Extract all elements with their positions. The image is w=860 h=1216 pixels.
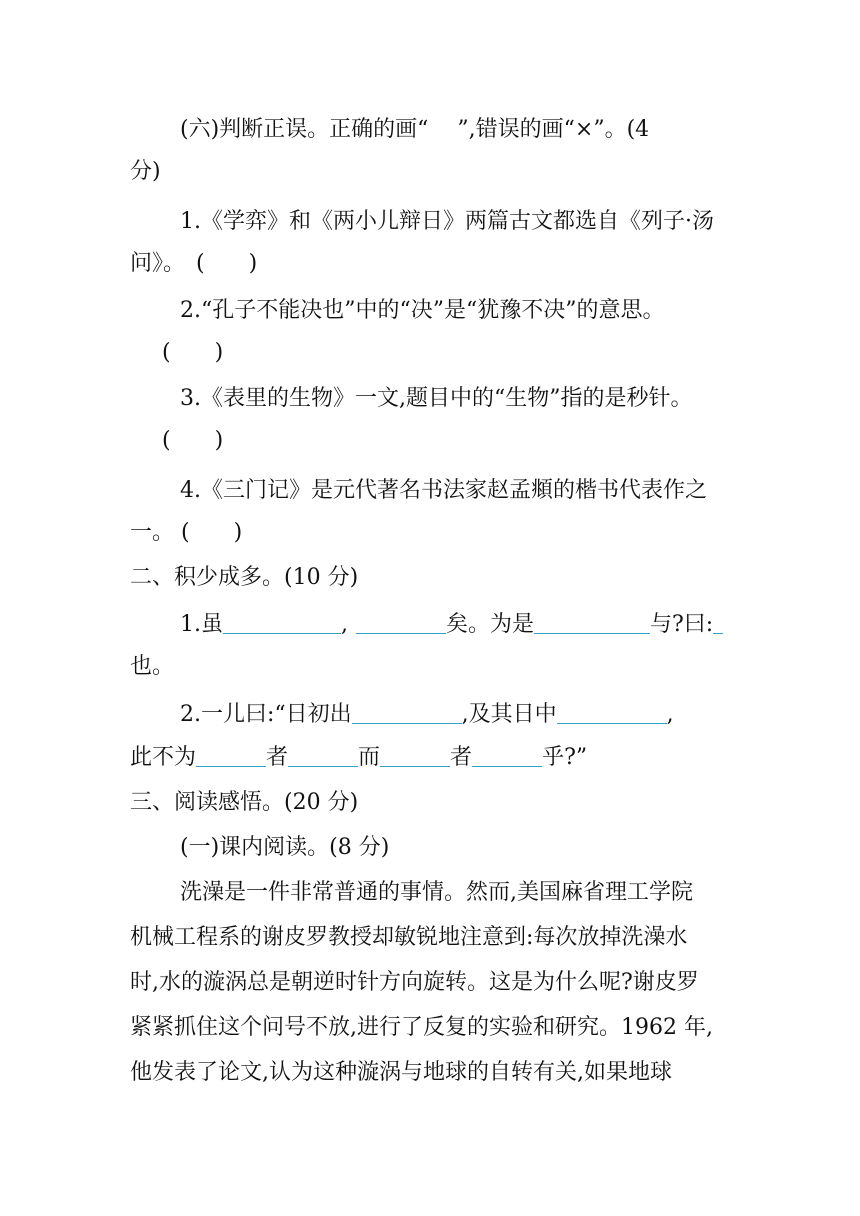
question-1-answer-paren[interactable]: 问》。 ( ) [130, 251, 258, 276]
fill-2-text-g: 者 [450, 745, 473, 770]
section-3-heading: 三、阅读感悟。(20 分) [130, 790, 359, 815]
question-3-answer-paren[interactable]: ( ) [162, 428, 224, 453]
section-2-heading: 二、积少成多。(10 分) [130, 565, 359, 590]
fill-2-text-h: 乎?” [542, 745, 588, 770]
question-1-text: 1.《学弈》和《两小儿辩日》两篇古文都选自《列子·汤 [180, 209, 714, 234]
fill-2-text-e: 者 [266, 745, 289, 770]
fill-blank[interactable] [713, 611, 723, 634]
question-3-text: 3.《表里的生物》一文,题目中的“生物”指的是秒针。 [180, 386, 693, 411]
passage-line: 洗澡是一件非常普通的事情。然而,美国麻省理工学院 [180, 880, 693, 905]
section-3-subheading: (一)课内阅读。(8 分) [180, 835, 390, 860]
passage-line: 时,水的漩涡总是朝逆时针方向旋转。这是为什么呢?谢皮罗 [130, 970, 699, 995]
fill-1-text-c: 矣。为是 [446, 612, 535, 637]
question-4-answer-paren[interactable]: 一。 ( ) [130, 520, 243, 545]
section-6-heading: (六)判断正误。正确的画“ ”,错误的画“×”。(4 [180, 117, 650, 142]
fill-2-text-b: ,及其日中 [461, 702, 557, 727]
fill-question-1 [180, 610, 723, 640]
fill-question-2-cont [130, 743, 587, 773]
passage-line: 紧紧抓住这个问号不放,进行了反复的实验和研究。1962 年, [130, 1015, 713, 1040]
fill-question-1-cont: 也。 [130, 654, 175, 679]
fill-blank[interactable] [288, 744, 358, 767]
fill-blank[interactable] [380, 744, 450, 767]
question-4-text: 4.《三门记》是元代著名书法家赵孟頫的楷书代表作之 [180, 478, 707, 503]
fill-blank[interactable] [356, 611, 446, 634]
fill-blank[interactable] [472, 744, 542, 767]
passage-line: 机械工程系的谢皮罗教授却敏锐地注意到:每次放掉洗澡水 [130, 925, 688, 950]
question-2-answer-paren[interactable]: ( ) [162, 340, 224, 365]
fill-blank[interactable] [223, 611, 341, 634]
fill-1-text-a: 1.虽 [180, 612, 223, 637]
fill-2-text-a: 2.一儿曰:“日初出 [180, 702, 352, 727]
fill-2-text-f: 而 [358, 745, 381, 770]
fill-1-text-d: 与?曰: [650, 612, 714, 637]
question-2-text: 2.“孔子不能决也”中的“决”是“犹豫不决”的意思。 [180, 298, 665, 323]
fill-2-text-c: , [666, 702, 674, 727]
passage-line: 他发表了论文,认为这种漩涡与地球的自转有关,如果地球 [130, 1060, 672, 1085]
fill-blank[interactable] [196, 744, 266, 767]
fill-blank[interactable] [534, 611, 650, 634]
fill-1-text-b: , [341, 612, 348, 637]
fill-blank[interactable] [557, 701, 667, 724]
fill-2-text-d: 此不为 [130, 745, 197, 770]
fill-question-2 [180, 700, 674, 730]
fill-blank[interactable] [352, 701, 462, 724]
section-6-heading-cont: 分) [130, 159, 161, 184]
